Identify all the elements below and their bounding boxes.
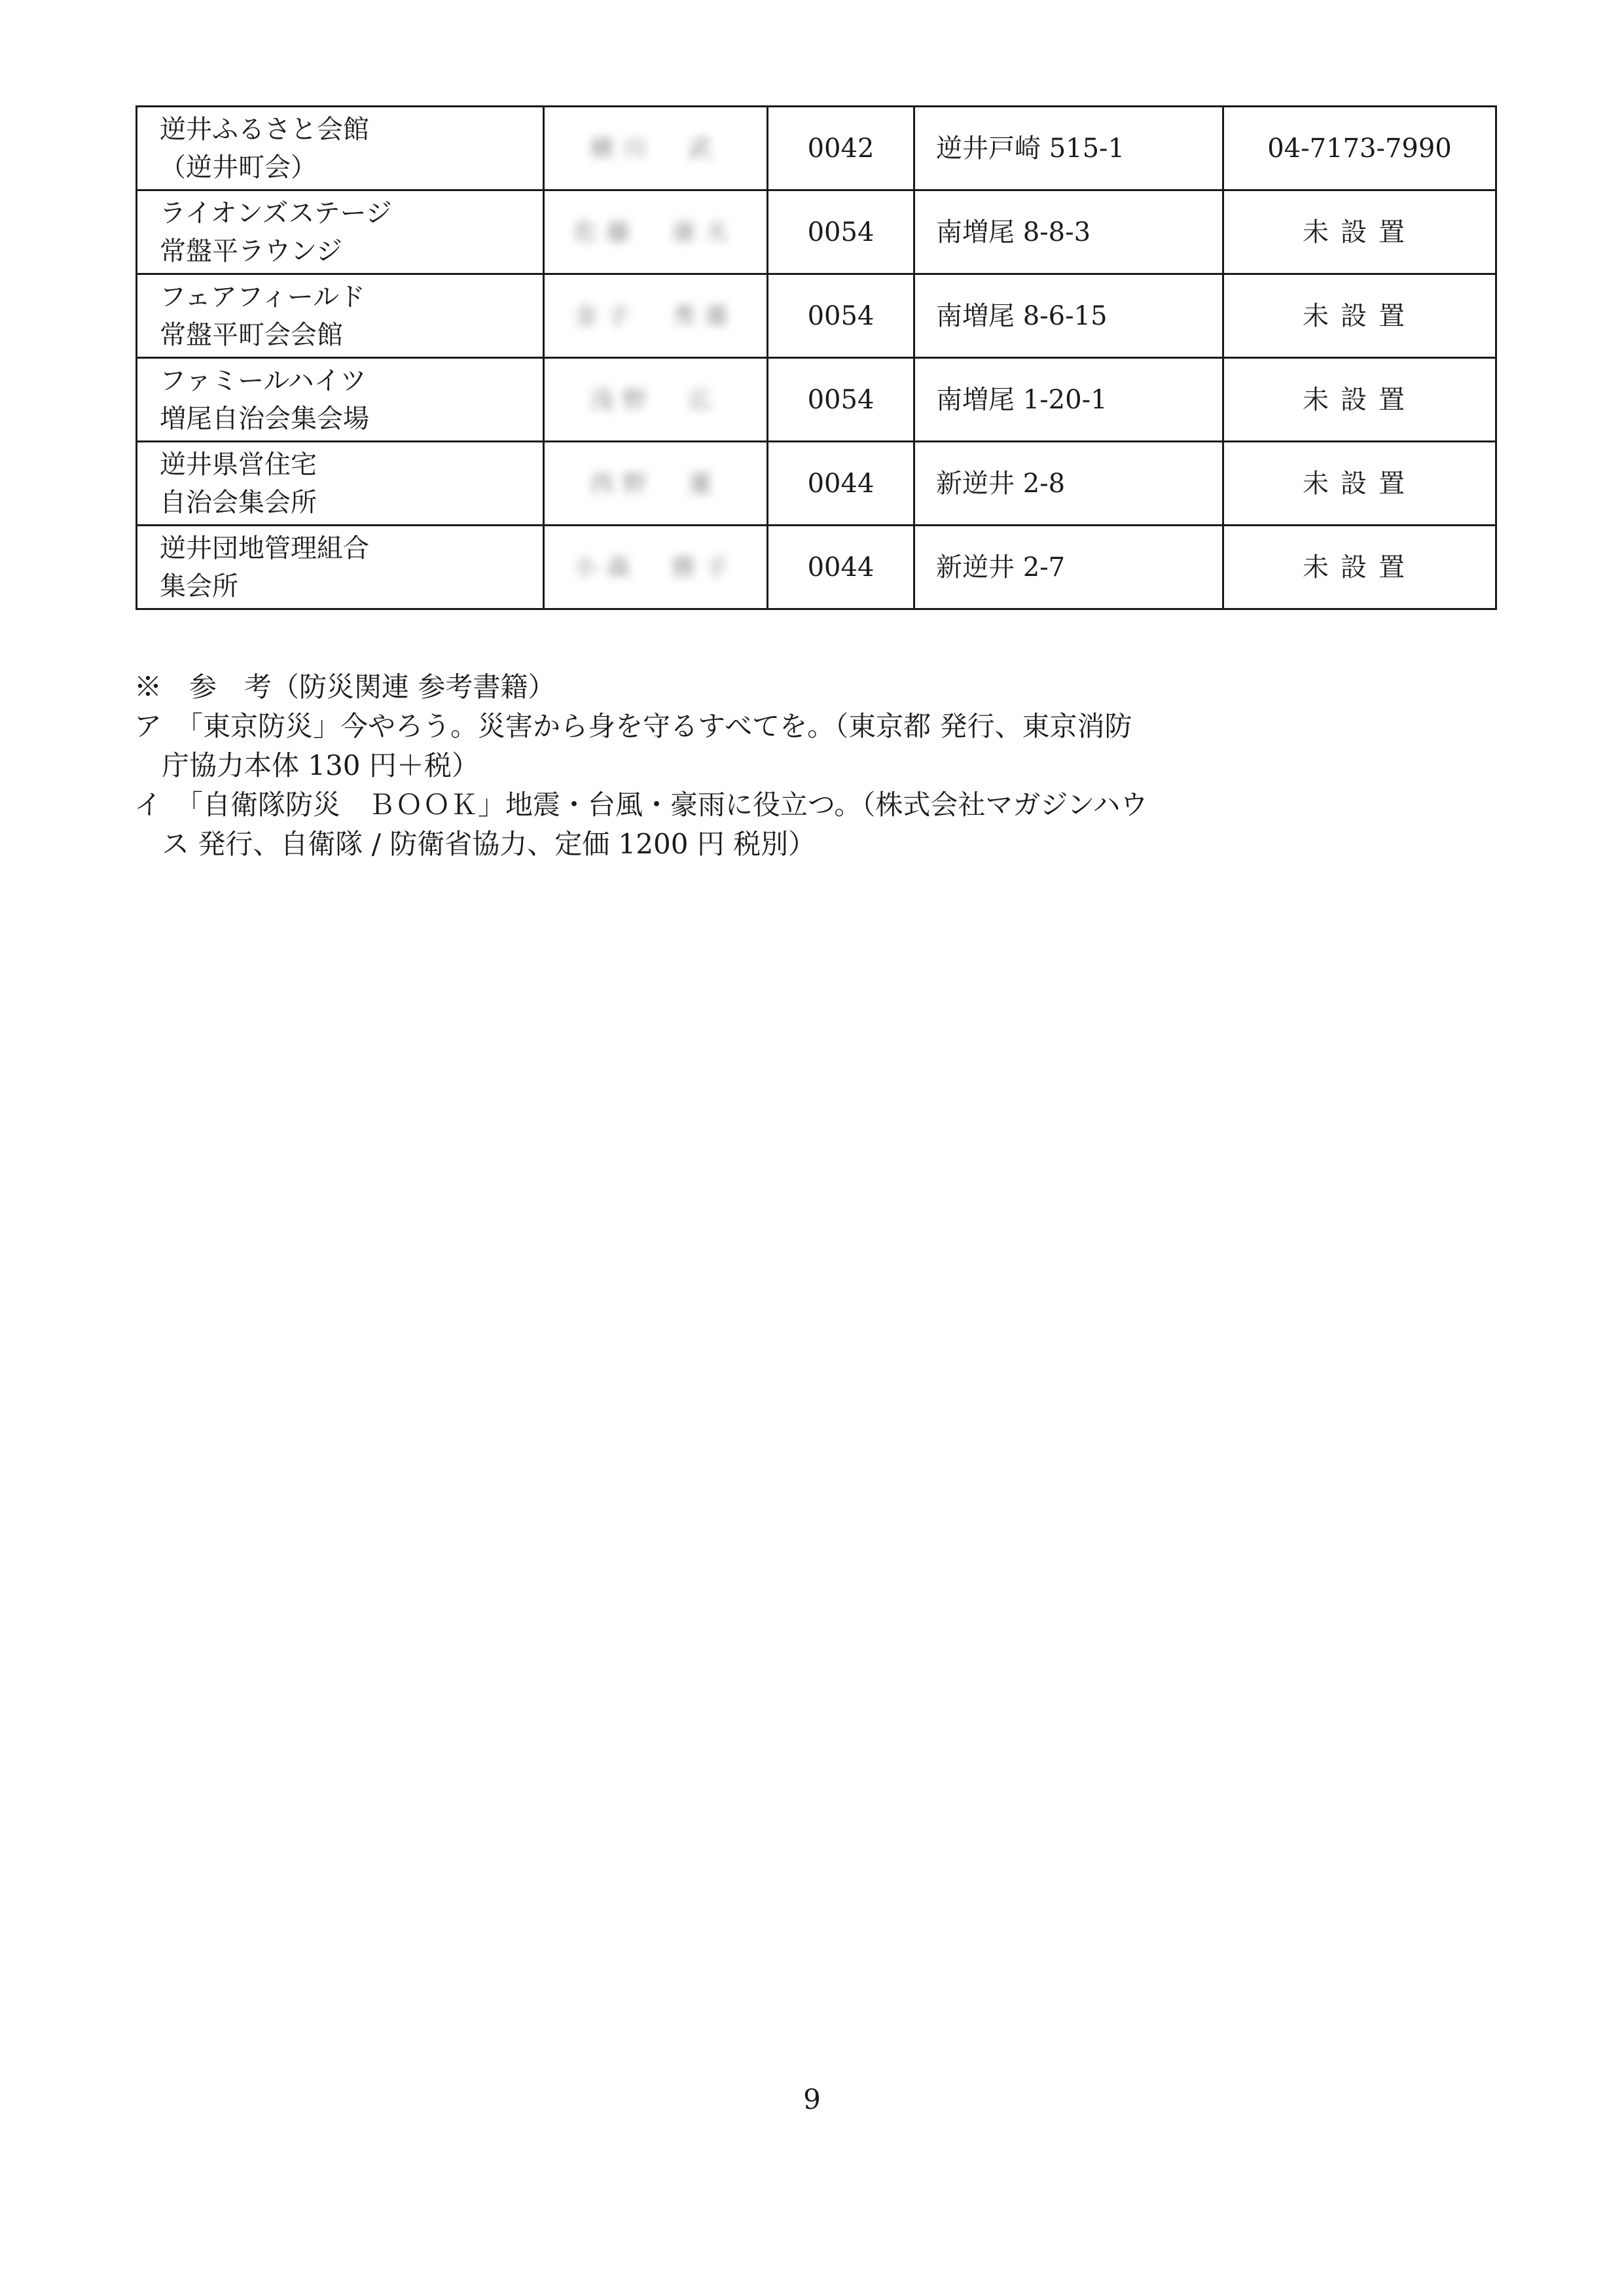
redacted-representative: 金子 秀雄 [573, 302, 738, 330]
phone-cell: 未設置 [1223, 190, 1496, 274]
note-item-b-line2: ス 発行、自衛隊 / 防衛省協力、定価 1200 円 税別） [162, 828, 816, 860]
redacted-representative: 小森 勝子 [573, 554, 738, 581]
address-cell: 南増尾 8-6-15 [914, 274, 1223, 358]
note-item-b-line1: イ 「自衛隊防災 ＢＯＯＫ」地震・台風・豪雨に役立つ。（株式会社マガジンハウ [134, 789, 1148, 821]
representative-cell [544, 274, 768, 358]
notes-heading: ※ 参 考（防災関連 参考書籍） [134, 671, 556, 703]
redacted-representative: 佐藤 康夫 [573, 219, 738, 246]
note-item-a-line2: 庁協力本体 130 円＋税） [162, 749, 479, 781]
redacted-representative: 横川 武 [590, 135, 721, 162]
facility-name-cell [137, 190, 544, 274]
table-row [137, 442, 1496, 526]
redacted-representative: 浅野 広 [590, 386, 721, 414]
facility-name-line1: 逆井ふるさと会館 [160, 114, 369, 145]
facility-name-cell [137, 274, 544, 358]
note-item-a-line1: ア 「東京防災」今やろう。災害から身を守るすべてを。（東京都 発行、東京消防 [134, 710, 1132, 742]
representative-cell [544, 358, 768, 442]
zip-cell: 0044 [768, 442, 914, 526]
address-cell: 新逆井 2-7 [914, 526, 1223, 609]
facility-name-cell [137, 526, 544, 609]
representative-cell [544, 107, 768, 190]
phone-cell: 04-7173-7990 [1223, 107, 1496, 190]
facility-name-line1: ライオンズステージ [160, 198, 392, 228]
zip-cell: 0044 [768, 526, 914, 609]
facility-name-line1: 逆井県営住宅 [160, 449, 317, 480]
address-cell: 新逆井 2-8 [914, 442, 1223, 526]
address-cell: 南増尾 8-8-3 [914, 190, 1223, 274]
facility-name-line2: 集会所 [160, 571, 238, 601]
table-row [137, 190, 1496, 274]
table-row [137, 358, 1496, 442]
phone-cell: 未設置 [1223, 274, 1496, 358]
facility-name-line1: ファミールハイツ [160, 365, 367, 396]
table-row [137, 107, 1496, 190]
address-cell: 逆井戸崎 515-1 [914, 107, 1223, 190]
phone-cell: 未設置 [1223, 442, 1496, 526]
facility-name-line2: 増尾自治会集会場 [160, 403, 369, 434]
table-row [137, 274, 1496, 358]
facility-table [135, 105, 1497, 610]
facility-name-line2: 自治会集会所 [160, 487, 317, 518]
representative-cell [544, 526, 768, 609]
facility-name-line2: 常盤平町会会館 [160, 319, 343, 350]
facility-name-line2: 常盤平ラウンジ [160, 236, 342, 266]
phone-cell: 未設置 [1223, 526, 1496, 609]
facility-name-line2: （逆井町会） [160, 152, 317, 183]
page-number: 9 [803, 2083, 821, 2115]
table-row [137, 526, 1496, 609]
facility-table-body [137, 107, 1496, 609]
phone-cell: 未設置 [1223, 358, 1496, 442]
zip-cell: 0054 [768, 274, 914, 358]
zip-cell: 0042 [768, 107, 914, 190]
redacted-representative: 西野 蓮 [590, 470, 721, 497]
zip-cell: 0054 [768, 190, 914, 274]
representative-cell [544, 190, 768, 274]
facility-name-cell [137, 107, 544, 190]
facility-name-line1: フェアフィールド [160, 281, 365, 312]
reference-notes [134, 668, 1378, 864]
representative-cell [544, 442, 768, 526]
zip-cell: 0054 [768, 358, 914, 442]
facility-name-line1: 逆井団地管理組合 [160, 533, 369, 564]
facility-name-cell [137, 442, 544, 526]
address-cell: 南増尾 1-20-1 [914, 358, 1223, 442]
facility-name-cell [137, 358, 544, 442]
